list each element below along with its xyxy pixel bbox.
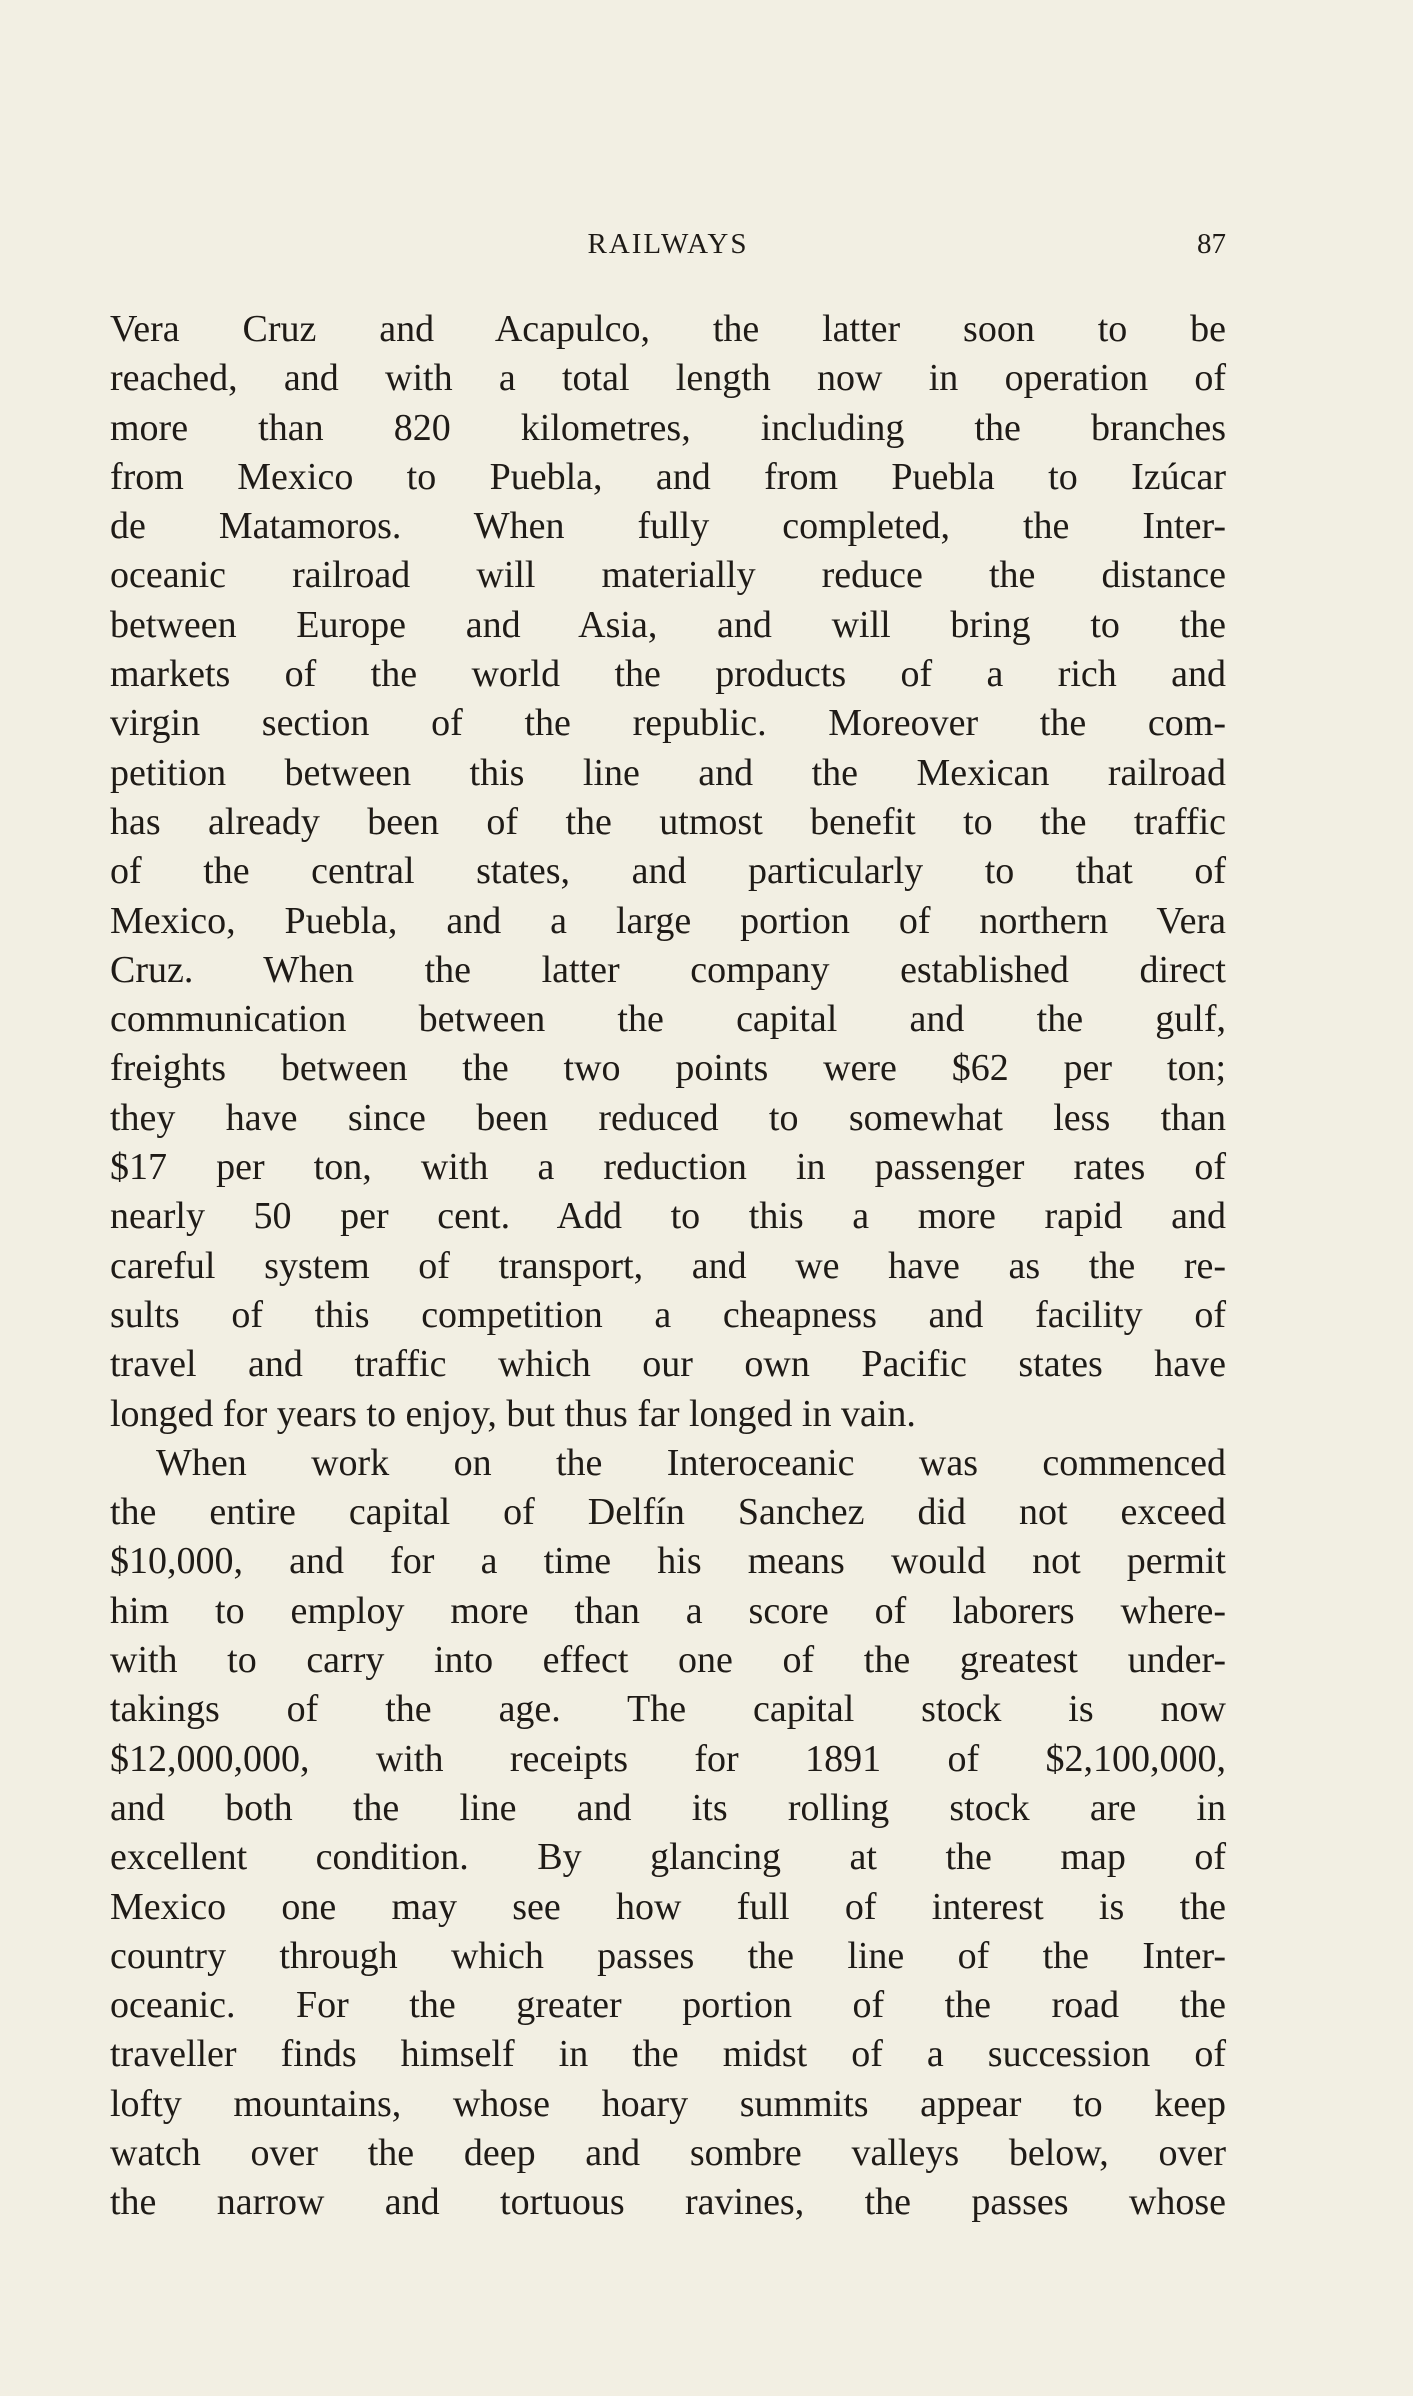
text-line: watch over the deep and sombre valleys below, over [110,2131,1226,2174]
text-line: virgin section of the republic. Moreover the com- [110,702,1226,745]
body-text [110,305,1226,2228]
text-line: reached, and with a total length now in operation of [110,357,1226,400]
text-line: petition between this line and the Mexican railroad [110,751,1226,794]
text-line: Cruz. When the latter company established direct [110,948,1226,991]
text-line: markets of the world the products of a rich and [110,653,1226,696]
text-line: Vera Cruz and Acapulco, the latter soon to be [110,308,1226,350]
text-line: with to carry into effect one of the greatest under- [110,1639,1226,1682]
text-line: When work on the Interoceanic was commenced [156,1441,1226,1484]
text-line: the entire capital of Delfín Sanchez did not exceed [110,1491,1226,1534]
text-line: from Mexico to Puebla, and from Puebla to Izúcar [110,455,1226,498]
text-line: communication between the capital and the gulf, [110,998,1226,1041]
paragraph-1 [110,305,1226,1439]
text-line: oceanic. For the greater portion of the road the [110,1984,1226,2027]
text-line: takings of the age. The capital stock is now [110,1688,1226,1731]
text-line: lofty mountains, whose hoary summits appear to keep [110,2082,1226,2125]
page-number: 87 [1197,228,1226,260]
text-line: oceanic railroad will materially reduce the distance [110,554,1226,597]
paragraph-2 [110,1439,1226,2228]
text-line: excellent condition. By glancing at the map of [110,1836,1226,1879]
text-line: of the central states, and particularly to that of [110,850,1226,893]
text-line: $17 per ton, with a reduction in passenger rates of [110,1146,1226,1189]
text-line: careful system of transport, and we have as the re- [110,1244,1226,1287]
text-line: has already been of the utmost benefit to the traffic [110,800,1226,843]
text-line: nearly 50 per cent. Add to this a more rapid and [110,1195,1226,1238]
text-line: him to employ more than a score of laborers where- [110,1589,1226,1632]
text-line: $12,000,000, with receipts for 1891 of $2,100,000, [110,1737,1226,1780]
text-line: longed for years to enjoy, but thus far longed in vain. [110,1392,916,1435]
text-line: de Matamoros. When fully completed, the Inter- [110,505,1226,548]
text-line: $10,000, and for a time his means would not permit [110,1540,1226,1583]
text-line: travel and traffic which our own Pacific states have [110,1343,1226,1386]
running-head [110,228,1226,268]
text-line: Mexico one may see how full of interest is the [110,1885,1226,1928]
text-line: more than 820 kilometres, including the branches [110,406,1226,449]
running-title: RAILWAYS [587,228,749,260]
text-line: traveller finds himself in the midst of a succession of [110,2033,1226,2076]
text-line: Mexico, Puebla, and a large portion of northern Vera [110,899,1226,942]
text-line: sults of this competition a cheapness and facility of [110,1293,1226,1336]
text-line: the narrow and tortuous ravines, the passes whose [110,2181,1226,2224]
text-line: and both the line and its rolling stock are in [110,1786,1226,1829]
text-line: country through which passes the line of the Inter- [110,1934,1226,1977]
text-line: freights between the two points were $62 per ton; [110,1047,1226,1090]
text-line: they have since been reduced to somewhat less than [110,1096,1226,1139]
text-line: between Europe and Asia, and will bring to the [110,603,1226,646]
